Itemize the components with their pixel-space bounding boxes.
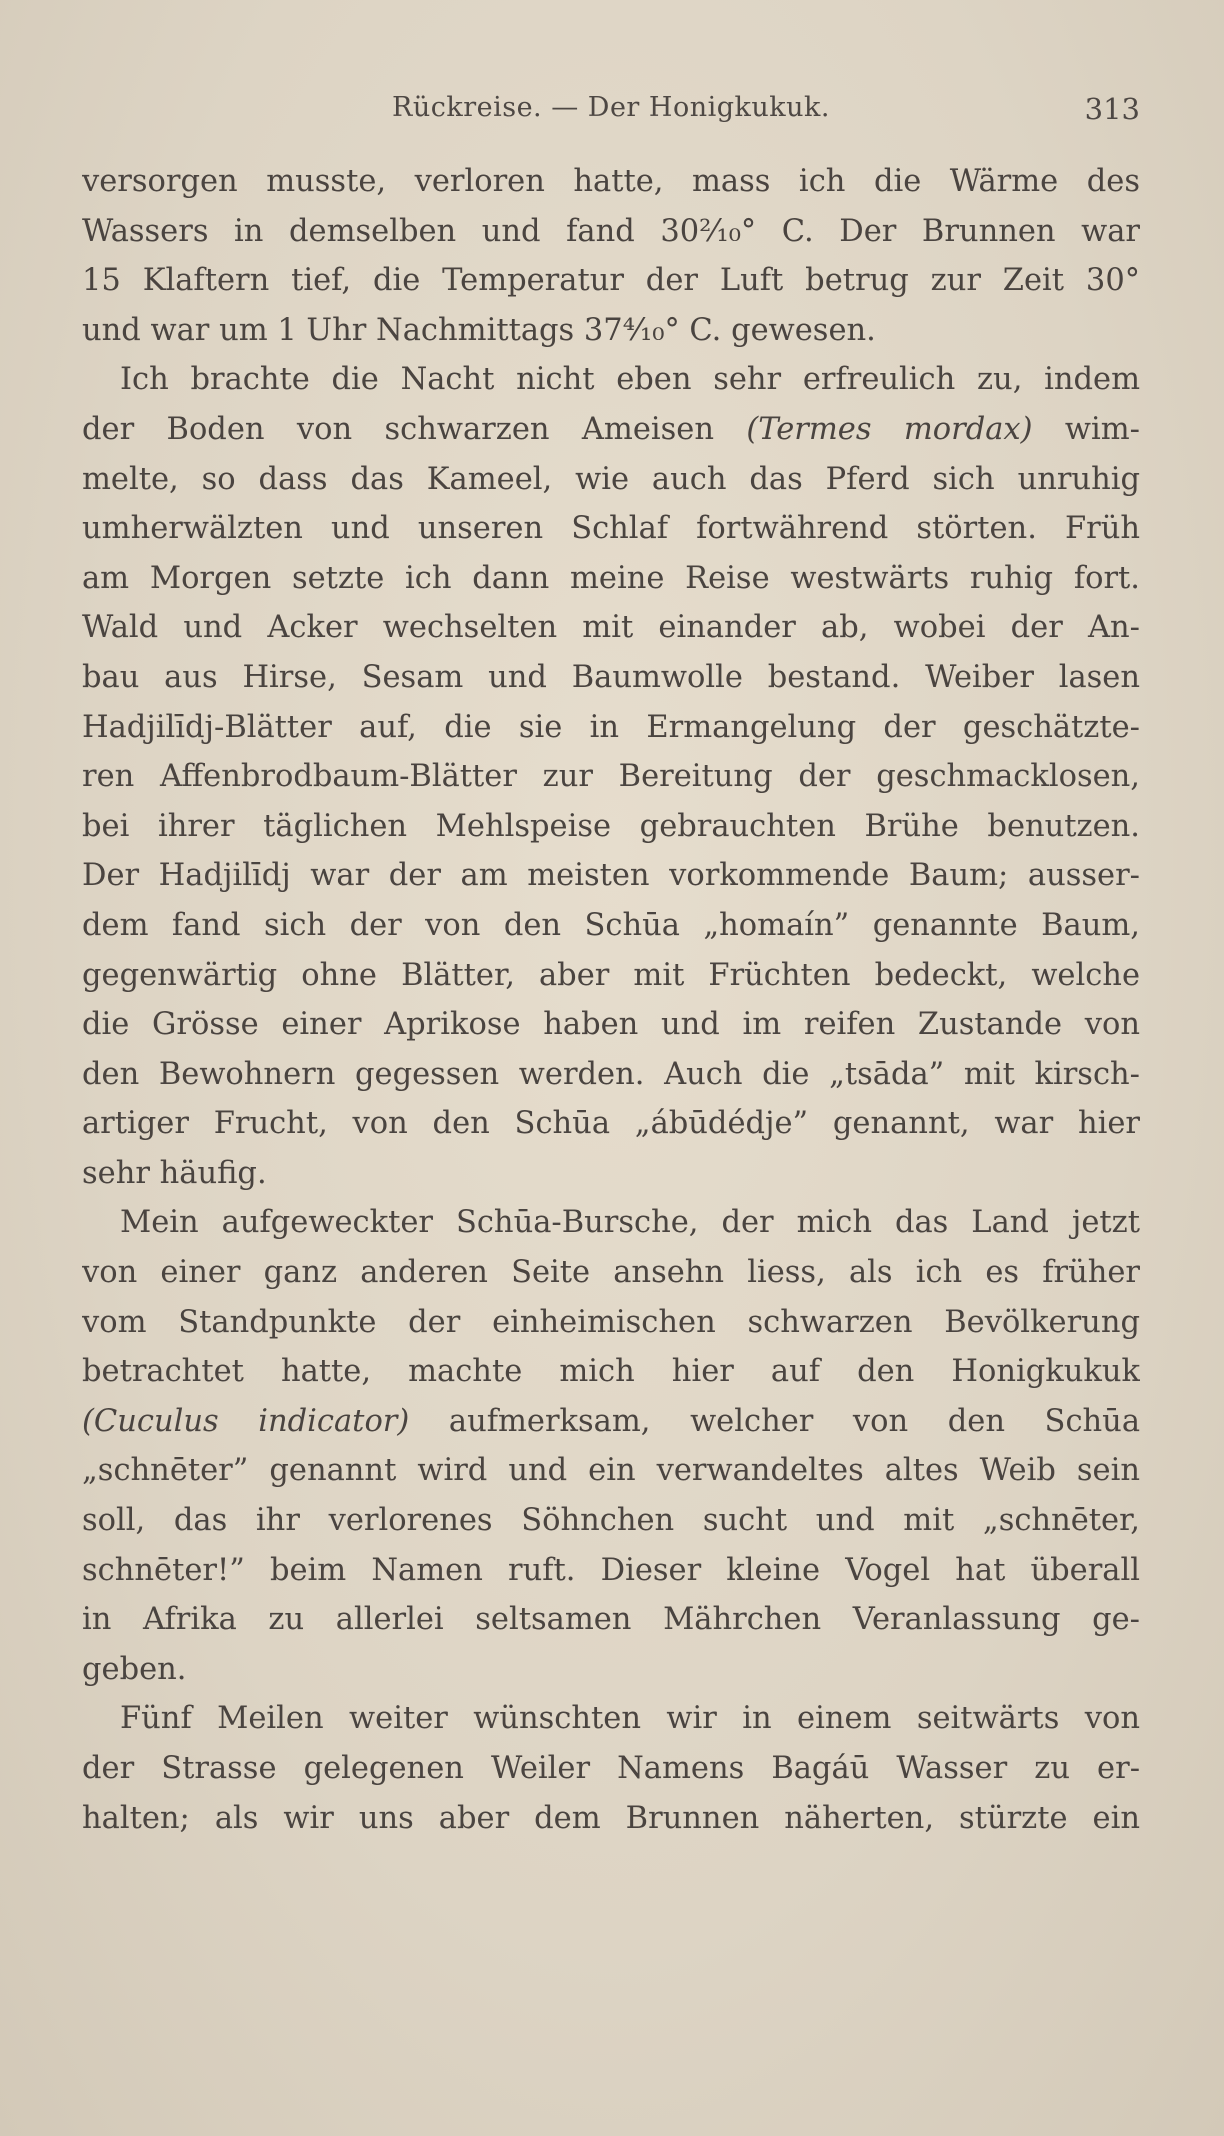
latin-species-name: (Termes mordax) (746, 411, 1033, 447)
text-line: schnēter!” beim Namen ruft. Dieser kleine Vogel hat überall (82, 1552, 1140, 1588)
text-line: Wald und Acker wechselten mit einander ab, wobei der An- (82, 610, 1140, 646)
text-line: die Grösse einer Aprikose haben und im reifen Zustande von (82, 1007, 1140, 1043)
paragraph-start-line: Ich brachte die Nacht nicht eben sehr erfreulich zu, indem (120, 362, 1140, 398)
page-header (82, 92, 1140, 138)
text-line: bei ihrer täglichen Mehlspeise gebrauchten Brühe benutzen. (82, 808, 1140, 844)
text-line: Der Hadjilīdj war der am meisten vorkommende Baum; ausser- (82, 858, 1140, 894)
text-line: gegenwärtig ohne Blätter, aber mit Früchten bedeckt, welche (82, 957, 1140, 993)
text-line: halten; als wir uns aber dem Brunnen näherten, stürzte ein (82, 1800, 1140, 1836)
running-title: Rückreise. — Der Honigkukuk. (392, 92, 830, 123)
text-line: in Afrika zu allerlei seltsamen Mährchen Veranlassung ge- (82, 1602, 1140, 1638)
text-line: vom Standpunkte der einheimischen schwarzen Bevölkerung (82, 1304, 1140, 1340)
text-line: der Boden von schwarzen Ameisen (Termes mordax) wim- (82, 411, 1140, 447)
page-number: 313 (1084, 92, 1140, 126)
text-line: Wassers in demselben und fand 30²⁄₁₀° C. Der Brunnen war (82, 213, 1140, 249)
text-line: und war um 1 Uhr Nachmittags 37⁴⁄₁₀° C. gewesen. (82, 312, 876, 348)
paragraph-start-line: Mein aufgeweckter Schūa-Bursche, der mich das Land jetzt (120, 1205, 1140, 1241)
text-line: betrachtet hatte, machte mich hier auf den Honigkukuk (82, 1354, 1140, 1390)
text-line: umherwälzten und unseren Schlaf fortwährend störten. Früh (82, 511, 1140, 547)
text-line: dem fand sich der von den Schūa „homaín” genannte Baum, (82, 907, 1140, 943)
text-line: versorgen musste, verloren hatte, mass ich die Wärme des (82, 164, 1140, 199)
text-line: geben. (82, 1651, 187, 1687)
latin-species-name: (Cuculus indicator) (82, 1403, 410, 1439)
text-line: artiger Frucht, von den Schūa „ábūdédje” genannt, war hier (82, 1106, 1140, 1142)
text-line: 15 Klaftern tief, die Temperatur der Luft betrug zur Zeit 30° (82, 263, 1140, 299)
text-line: den Bewohnern gegessen werden. Auch die „tsāda” mit kirsch- (82, 1056, 1140, 1092)
text-line: bau aus Hirse, Sesam und Baumwolle bestand. Weiber lasen (82, 659, 1140, 695)
text-line: Hadjilīdj-Blätter auf, die sie in Ermangelung der geschätzte- (82, 709, 1140, 745)
text-line: sehr häufig. (82, 1155, 267, 1191)
text-line: am Morgen setzte ich dann meine Reise westwärts ruhig fort. (82, 560, 1140, 596)
paragraph-start-line: Fünf Meilen weiter wünschten wir in einem seitwärts von (120, 1701, 1140, 1737)
text-line: der Strasse gelegenen Weiler Namens Bagáū Wasser zu er- (82, 1751, 1140, 1786)
text-line: von einer ganz anderen Seite ansehn liess, als ich es früher (82, 1255, 1140, 1291)
text-line: „schnēter” genannt wird und ein verwandeltes altes Weib sein (82, 1453, 1140, 1489)
body-text (82, 157, 1140, 1843)
text-line: melte, so dass das Kameel, wie auch das Pferd sich unruhig (82, 461, 1140, 497)
text-line: soll, das ihr verlorenes Söhnchen sucht und mit „schnēter, (82, 1503, 1140, 1539)
text-line: ren Affenbrodbaum-Blätter zur Bereitung der geschmacklosen, (82, 759, 1140, 795)
text-line: (Cuculus indicator) aufmerksam, welcher von den Schūa (82, 1403, 1140, 1439)
